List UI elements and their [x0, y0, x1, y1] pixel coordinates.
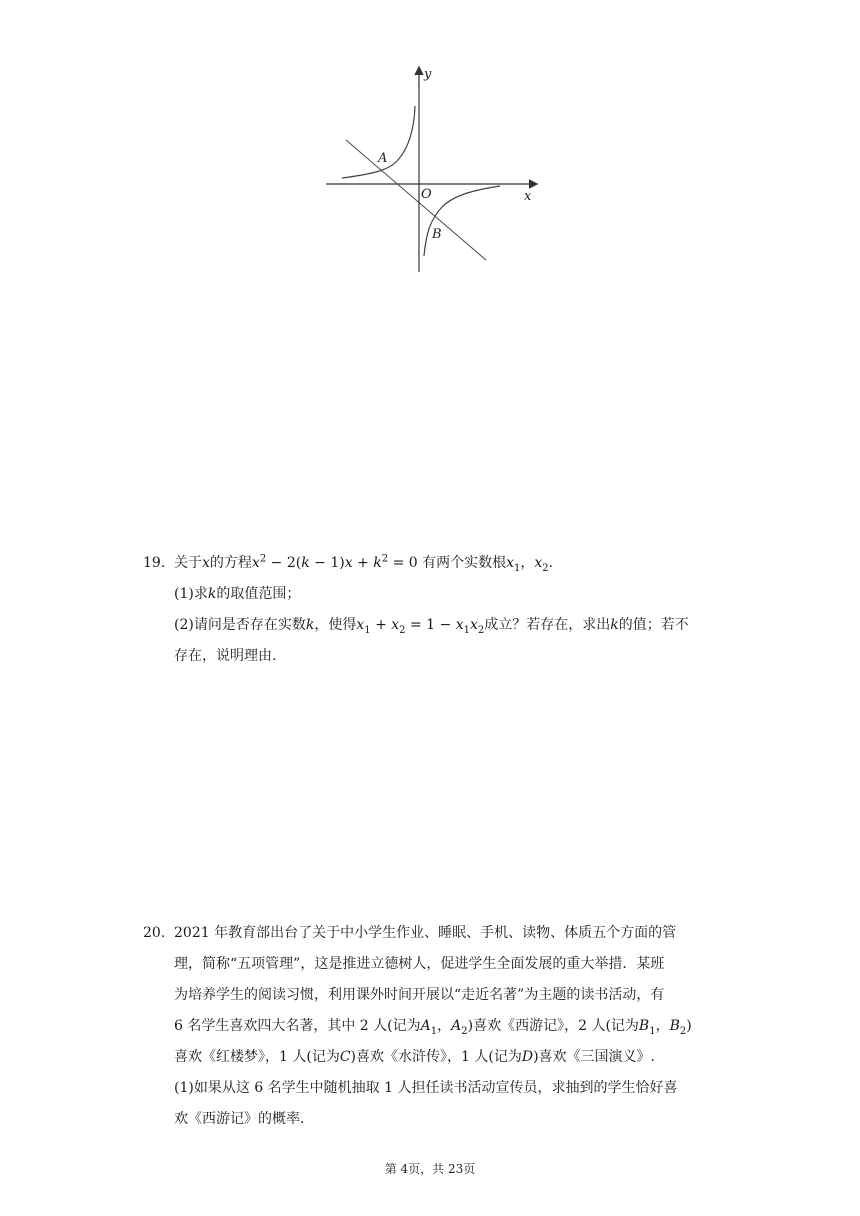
graph-svg	[318, 62, 548, 282]
x-axis-label: x	[524, 189, 532, 204]
y-axis-label: y	[424, 67, 432, 82]
question-20	[143, 918, 723, 1135]
question-20-line-5: 喜欢《红楼梦》，1 人(记为C)喜欢《水浒传》，1 人(记为D)喜欢《三国演义》.	[174, 1049, 655, 1065]
question-number: 19.	[143, 555, 166, 571]
question-19	[143, 548, 723, 672]
question-19-part-2-cont: 存在，说明理由.	[174, 648, 277, 664]
question-20-line-2: 理，简称“五项管理”，这是推进立德树人，促进学生全面发展的重大举措．某班	[174, 956, 665, 972]
origin-label: O	[421, 187, 432, 202]
question-20-line-3: 为培养学生的阅读习惯，利用课外时间开展以“走近名著”为主题的读书活动，有	[174, 987, 665, 1003]
question-20-line-4: 6 名学生喜欢四大名著，其中 2 人(记为$A_1$，$A_2$)喜欢《西游记》，2 人(记为$B_1$，$B_2$)	[174, 1018, 692, 1037]
question-20-part-1-cont: 欢《西游记》的概率.	[174, 1111, 305, 1127]
question-number: 20.	[143, 925, 166, 941]
point-b-label: B	[432, 227, 442, 242]
function-graph-figure	[318, 62, 548, 282]
question-19-stem: 19. 关于x的方程$x^2 - 2(k - 1)x + k^2 = 0$ 有两个实数根$x_1$，$x_2$.	[143, 548, 723, 579]
hyperbola-branch-lower-right	[424, 186, 500, 256]
equation: $x^2 - 2(k - 1)x + k^2 = 0$	[251, 553, 418, 571]
condition-equation: $x_1 + x_2 = 1 - x_1x_2$	[356, 617, 485, 636]
question-19-part-2: (2)请问是否存在实数k，使得$x_1 + x_2 = 1 - x_1x_2$成立？若存在，求出k的值；若不	[174, 617, 689, 636]
question-20-line-1: 20. 2021 年教育部出台了关于中小学生作业、睡眠、手机、读物、体质五个方面的管	[143, 918, 723, 949]
page-footer: 第 4页，共 23页	[384, 1162, 476, 1176]
question-19-part-1: (1)求k的取值范围；	[174, 586, 301, 602]
linear-function-line	[346, 140, 486, 260]
question-20-part-1: (1)如果从这 6 名学生中随机抽取 1 人担任读书活动宣传员，求抽到的学生恰好喜	[174, 1080, 678, 1096]
point-a-label: A	[378, 151, 388, 166]
